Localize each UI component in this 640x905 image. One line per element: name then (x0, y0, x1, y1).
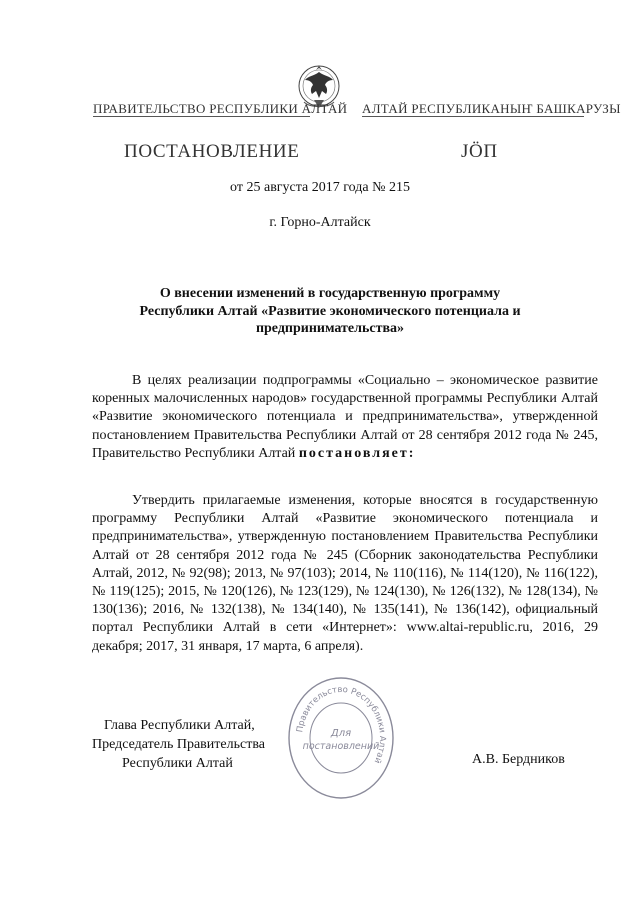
signatory-line: Председатель Правительства (92, 737, 265, 752)
decision-text: Утвердить прилагаемые изменения, которые вносятся в государственную программу Республики Алтай «Развитие экономического потенциала и предпринимательства», утвержденную постановлением Правительства Республики Алтай от 28 сентября 2012 года № 245 (Сборник законодательства Республики Алтай, 2012, № 92(98); 2013, № 97(103); 2014, № 110(116), № 114(120), № 116(122), № 119(125); 2015, № 120(126), № 123(129), № 124(130), № 126(132), № 128(134), № 130(136); 2016, № 132(138), № 134(140), № 135(141), № 136(142), официальный портал Республики Алтай в сети «Интернет»: www.altai-republic.ru, 2016, 29 декабря; 2017, 31 января, 17 марта, 6 апреля). (92, 493, 598, 654)
decree-date-number: от 25 августа 2017 года № 215 (230, 180, 410, 195)
decrees-keyword: постановляет: (298, 445, 416, 461)
stamp-ring-text: Правительство Республики Алтай (295, 684, 388, 765)
government-name-alt: АЛТАЙ РЕСПУБЛИКАНЫҤ БАШКАРУЗЫ (362, 101, 621, 116)
decree-city: г. Горно-Алтайск (269, 215, 371, 230)
decree-title (120, 285, 540, 338)
signatory-line: Глава Республики Алтай, (104, 718, 255, 733)
title-line: Республики Алтай «Развитие экономического потенциала и (139, 303, 521, 319)
signatory-name: А.В. Бердников (472, 752, 565, 767)
stamp-center-line: постановлений (302, 741, 380, 752)
header-underline-right (362, 116, 584, 117)
signatory-title (92, 716, 265, 773)
preamble-paragraph (92, 372, 598, 463)
header-underline-left (93, 116, 310, 117)
government-name-ru: ПРАВИТЕЛЬСТВО РЕСПУБЛИКИ АЛТАЙ (93, 101, 348, 116)
doc-type-alt: JÖП (461, 141, 498, 162)
title-line: предпринимательства» (255, 321, 405, 336)
title-line: О внесении изменений в государственную программу (159, 286, 501, 301)
stamp-center-line: Для (330, 728, 352, 739)
signatory-line: Республики Алтай (122, 756, 233, 771)
doc-type-ru: ПОСТАНОВЛЕНИЕ (124, 141, 300, 162)
preamble-text: В целях реализации подпрограммы «Социально – экономическое развитие коренных малочисленных народов» государственной программы Республики Алтай «Развитие экономического потенциала и предпринимательства», утвержденной постановлением Правительства Республики Алтай от 28 сентября 2012 года № 245, Правительство Республики Алтай (92, 373, 598, 461)
official-stamp (280, 670, 402, 806)
decision-paragraph (92, 492, 598, 656)
